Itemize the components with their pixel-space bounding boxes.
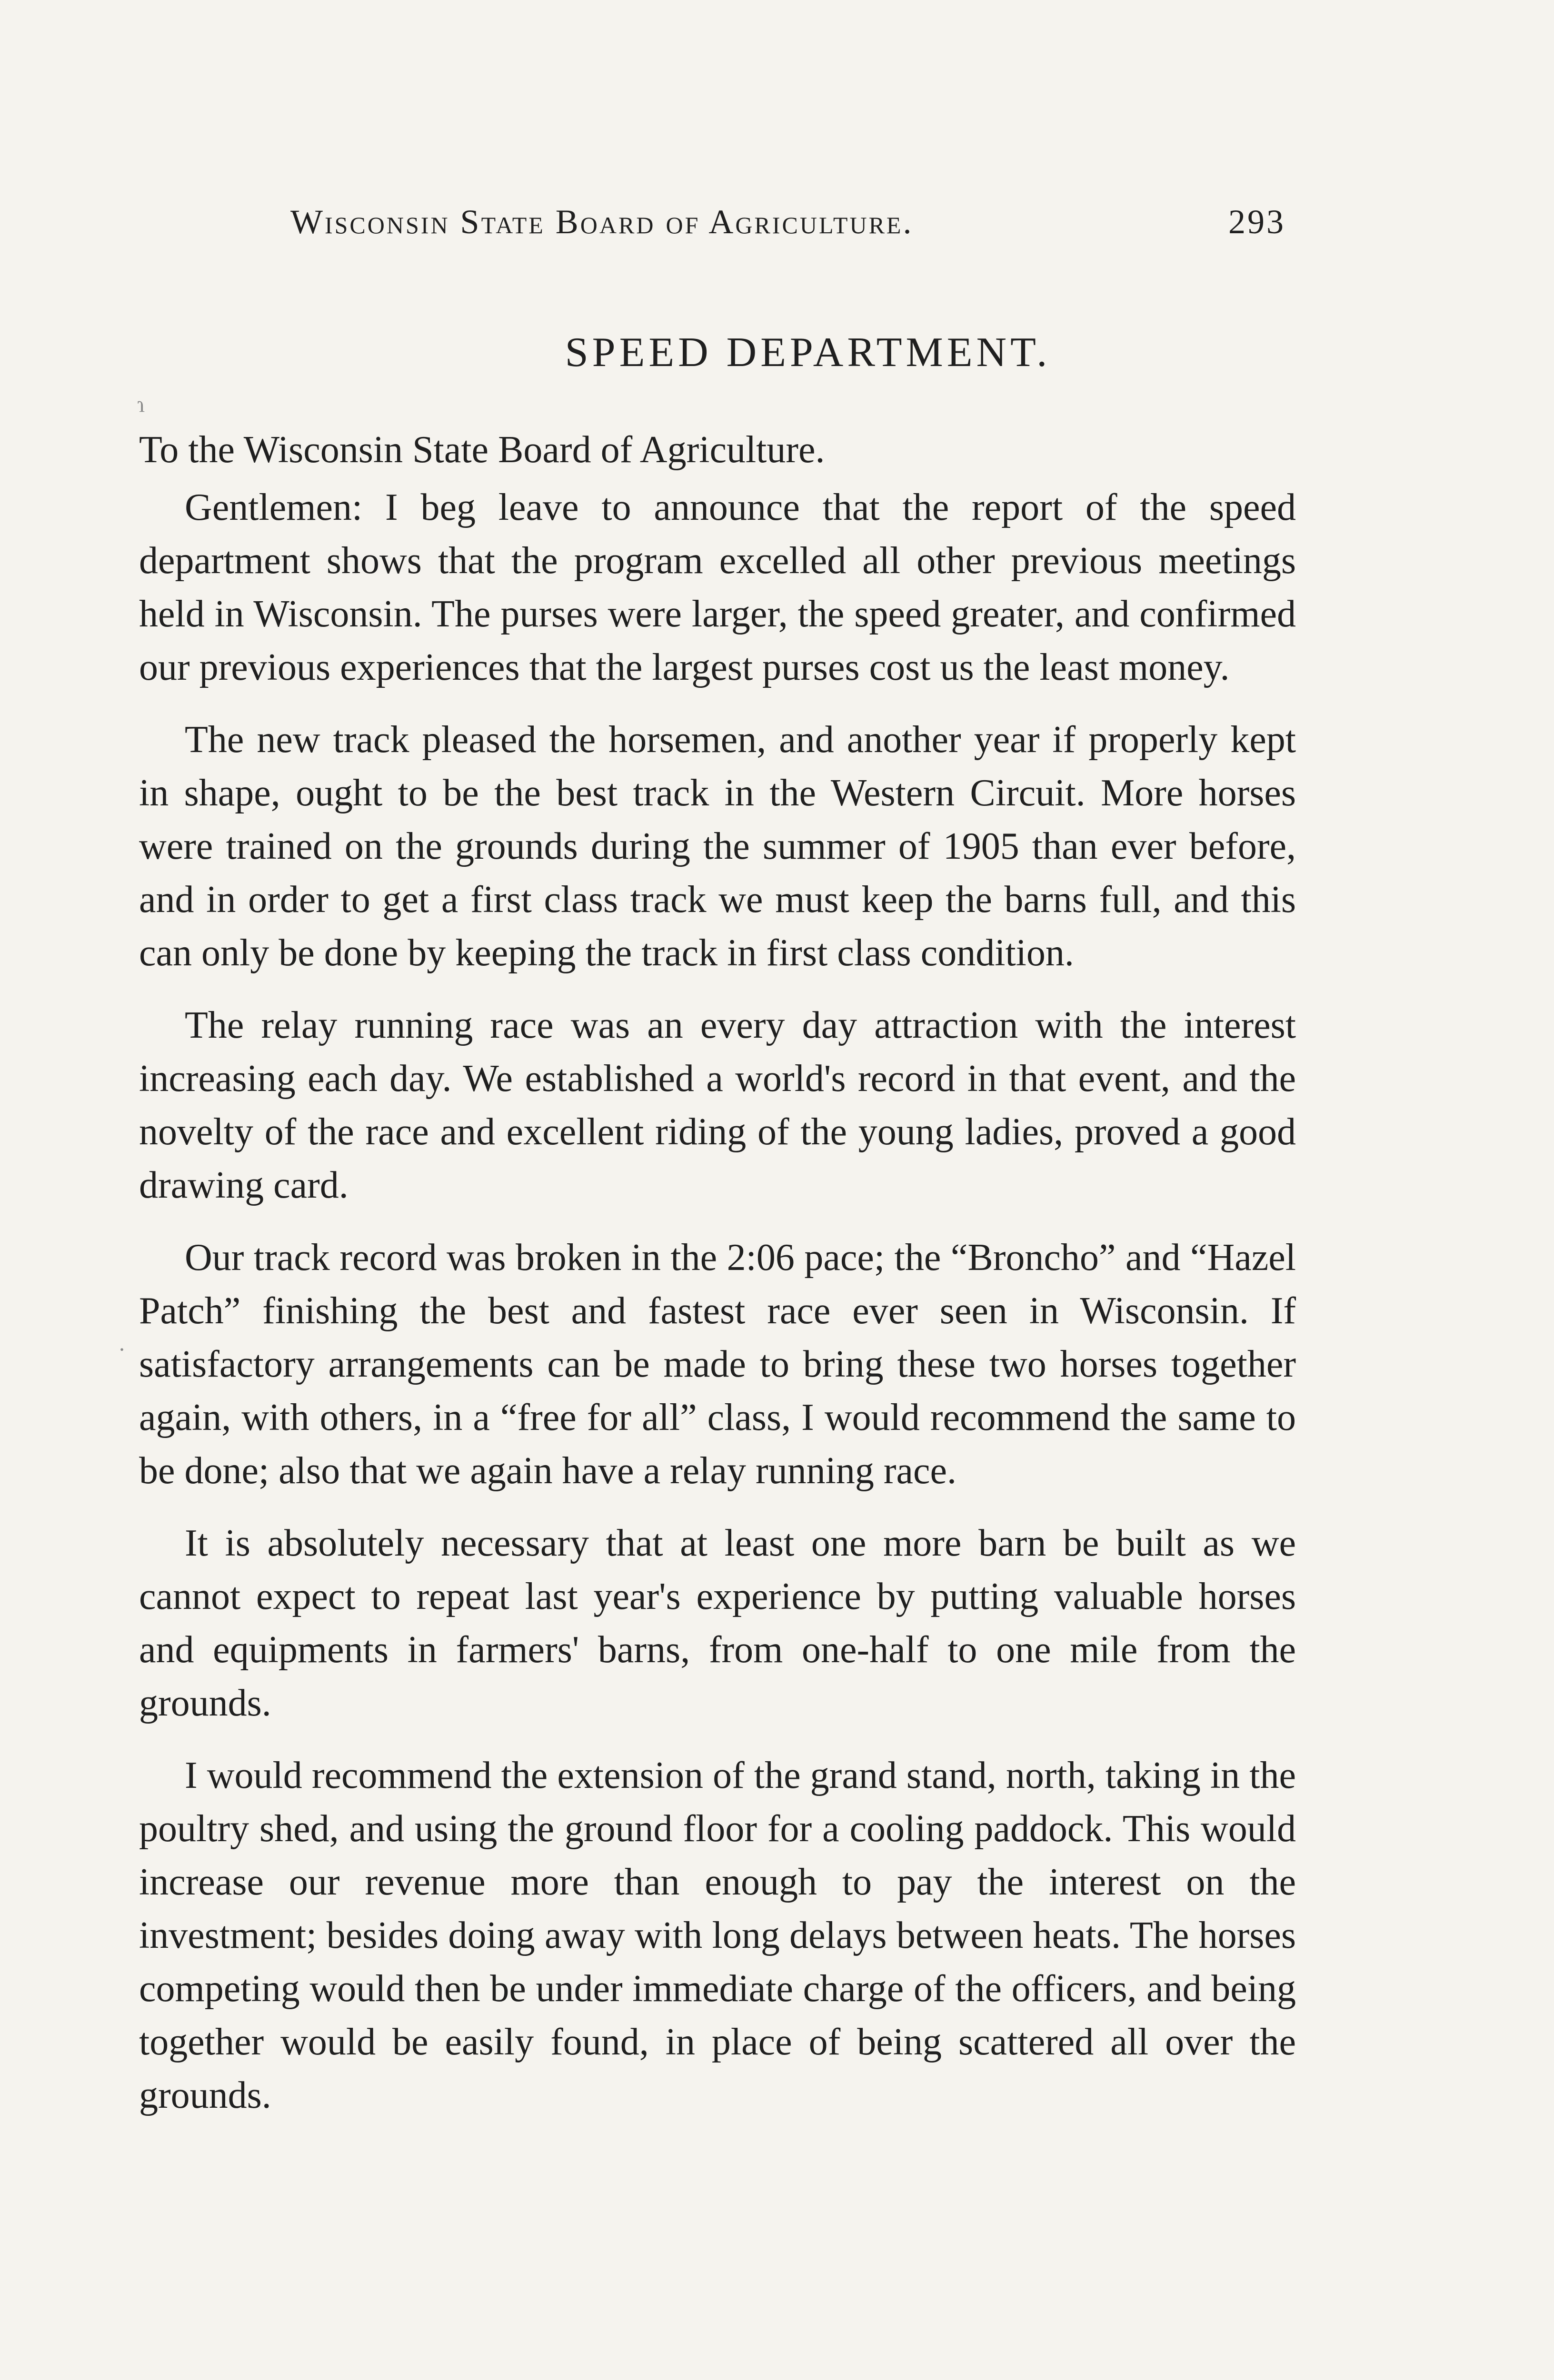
body-text	[139, 481, 1296, 2141]
running-head	[290, 202, 1285, 255]
paragraph-1: Gentlemen: I beg leave to announce that the report of the speed department shows that the program excelled all other previous meetings held in Wisconsin. The purses were larger, the speed greater, and confirmed our previous experiences that the largest purses cost us the least money.	[139, 486, 1296, 688]
paragraph-6: I would recommend the extension of the grand stand, north, taking in the poultry shed, and using the ground floor for a cooling paddock. This would increase our revenue more than enough to pay the interest on the investment; besides doing away with long delays between heats. The horses competing would then be under immediate charge of the officers, and being together would be easily found, in place of being scattered all over the grounds.	[139, 1755, 1296, 2116]
page-number: 293	[1228, 203, 1285, 241]
paragraph-2: The new track pleased the horsemen, and another year if properly kept in shape, ought to be the best track in the Western Circuit. More horses were trained on the grounds during the summer of 1905 than ever before, and in order to get a first class track we must keep the barns full, and this can only be done by keeping the track in first class condition.	[139, 719, 1296, 974]
section-title: SPEED DEPARTMENT.	[565, 329, 1051, 376]
paragraph-3: The relay running race was an every day attraction with the interest increasing each day. We established a world's record in that event, and the novelty of the race and excellent riding of the young ladies, proved a good drawing card.	[139, 1004, 1296, 1206]
margin-mark: ·	[118, 1337, 126, 1362]
running-title: Wisconsin State Board of Agriculture.	[290, 203, 914, 241]
paragraph-4: Our track record was broken in the 2:06 pace; the “Broncho” and “Hazel Patch” finishing the best and fastest race ever seen in Wisconsin. If satisfactory arrangements can be made to bring these two horses together again, with others, in a “free for all” class, I would recommend the same to be done; also that we again have a relay running race.	[139, 1237, 1296, 1492]
salutation: To the Wisconsin State Board of Agriculture.	[139, 429, 825, 471]
paragraph-5: It is absolutely necessary that at least one more barn be built as we cannot expect to repeat last year's experience by putting valuable horses and equipments in farmers' barns, from one-half to one mile from the grounds.	[139, 1522, 1296, 1724]
margin-mark: ɿ	[137, 392, 145, 417]
